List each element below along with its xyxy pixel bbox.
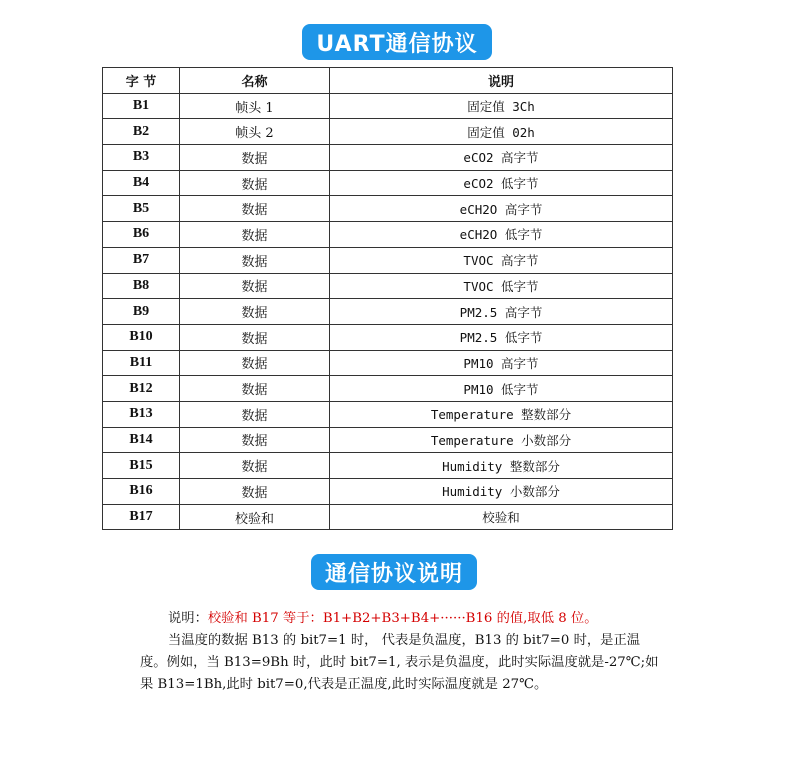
byte-cell: B13 [103, 401, 180, 427]
description-cell: 固定值 3Ch [330, 93, 673, 119]
byte-cell: B1 [103, 93, 180, 119]
byte-cell: B17 [103, 504, 180, 530]
table-row [103, 479, 673, 505]
name-cell: 数据 [180, 401, 330, 427]
table-header-row [103, 68, 673, 94]
table-row [103, 350, 673, 376]
description-cell: TVOC 高字节 [330, 247, 673, 273]
name-cell: 数据 [180, 376, 330, 402]
description-cell: 校验和 [330, 504, 673, 530]
byte-cell: B8 [103, 273, 180, 299]
byte-cell: B11 [103, 350, 180, 376]
byte-cell: B9 [103, 299, 180, 325]
table-row [103, 376, 673, 402]
header-byte: 字 节 [103, 68, 180, 94]
byte-cell: B7 [103, 247, 180, 273]
description-cell: Humidity 整数部分 [330, 453, 673, 479]
byte-cell: B2 [103, 119, 180, 145]
header-description: 说明 [330, 68, 673, 94]
description-cell: PM2.5 低字节 [330, 324, 673, 350]
byte-cell: B10 [103, 324, 180, 350]
byte-cell: B15 [103, 453, 180, 479]
description-cell: Temperature 整数部分 [330, 401, 673, 427]
name-cell: 数据 [180, 350, 330, 376]
header-name: 名称 [180, 68, 330, 94]
temperature-note: 当温度的数据 B13 的 bit7=1 时， 代表是负温度，B13 的 bit7=0 时，是正温度。例如，当 B13=9Bh 时，此时 bit7=1, 表示是负温度，此时实际温度就是-27℃;如果 B13=1Bh,此时 bit7=0,代表是正温度,此时实际温度就是 27℃。 [140, 633, 659, 692]
table-row [103, 453, 673, 479]
protocol-notes [140, 608, 660, 696]
protocol-table [102, 67, 673, 530]
byte-cell: B12 [103, 376, 180, 402]
section-title-protocol-notes: 通信协议说明 [311, 554, 477, 590]
byte-cell: B6 [103, 222, 180, 248]
name-cell: 数据 [180, 247, 330, 273]
name-cell: 数据 [180, 479, 330, 505]
name-cell: 数据 [180, 170, 330, 196]
name-cell: 数据 [180, 324, 330, 350]
name-cell: 数据 [180, 299, 330, 325]
description-cell: eCH2O 高字节 [330, 196, 673, 222]
byte-cell: B16 [103, 479, 180, 505]
table-row [103, 427, 673, 453]
checksum-note [140, 608, 660, 630]
name-cell: 数据 [180, 273, 330, 299]
table-row [103, 196, 673, 222]
name-cell: 数据 [180, 196, 330, 222]
description-cell: Temperature 小数部分 [330, 427, 673, 453]
name-cell: 数据 [180, 453, 330, 479]
description-cell: PM2.5 高字节 [330, 299, 673, 325]
table-row [103, 299, 673, 325]
name-cell: 数据 [180, 145, 330, 171]
table-row [103, 324, 673, 350]
table-row [103, 145, 673, 171]
description-cell: Humidity 小数部分 [330, 479, 673, 505]
byte-cell: B14 [103, 427, 180, 453]
byte-cell: B4 [103, 170, 180, 196]
name-cell: 帧头 2 [180, 119, 330, 145]
table-row [103, 273, 673, 299]
table-row [103, 401, 673, 427]
name-cell: 数据 [180, 427, 330, 453]
description-cell: 固定值 02h [330, 119, 673, 145]
description-cell: eCO2 高字节 [330, 145, 673, 171]
notes-label: 说明： [168, 611, 208, 626]
section-title-uart-protocol: UART通信协议 [302, 24, 492, 60]
description-cell: eCH2O 低字节 [330, 222, 673, 248]
name-cell: 数据 [180, 222, 330, 248]
table-row [103, 247, 673, 273]
table-row [103, 222, 673, 248]
name-cell: 校验和 [180, 504, 330, 530]
name-cell: 帧头 1 [180, 93, 330, 119]
description-cell: eCO2 低字节 [330, 170, 673, 196]
byte-cell: B5 [103, 196, 180, 222]
byte-cell: B3 [103, 145, 180, 171]
table-row [103, 504, 673, 530]
table-row [103, 93, 673, 119]
description-cell: TVOC 低字节 [330, 273, 673, 299]
table-row [103, 170, 673, 196]
table-row [103, 119, 673, 145]
description-cell: PM10 低字节 [330, 376, 673, 402]
description-cell: PM10 高字节 [330, 350, 673, 376]
checksum-text: 校验和 B17 等于：B1+B2+B3+B4+······B16 的值,取低 8 位。 [207, 611, 598, 626]
